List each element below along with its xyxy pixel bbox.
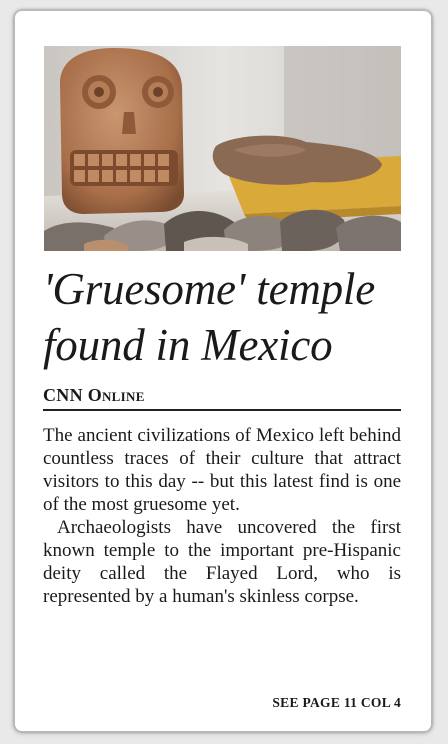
paragraph-2: Archaeologists have uncovered the first known temple to the important pre-Hispanic deity called the Flayed Lord, who is represented by a human's skinless corpse. bbox=[43, 517, 401, 607]
article-body bbox=[43, 424, 401, 608]
source-credit: CNN Online bbox=[43, 385, 145, 405]
stone-skull-image bbox=[44, 46, 401, 251]
headline bbox=[43, 261, 413, 373]
divider bbox=[43, 409, 401, 411]
continuation-link[interactable]: SEE PAGE 11 COL 4 bbox=[272, 695, 401, 710]
headline-line-1: 'Gruesome' temple bbox=[43, 264, 376, 314]
article-photo bbox=[44, 46, 401, 251]
paragraph-1: The ancient civilizations of Mexico left behind countless traces of their culture that attract visitors to this day -- but this latest find is one of the most gruesome yet. bbox=[43, 425, 401, 515]
article-card bbox=[14, 10, 432, 732]
headline-line-2: found in Mexico bbox=[43, 320, 333, 370]
